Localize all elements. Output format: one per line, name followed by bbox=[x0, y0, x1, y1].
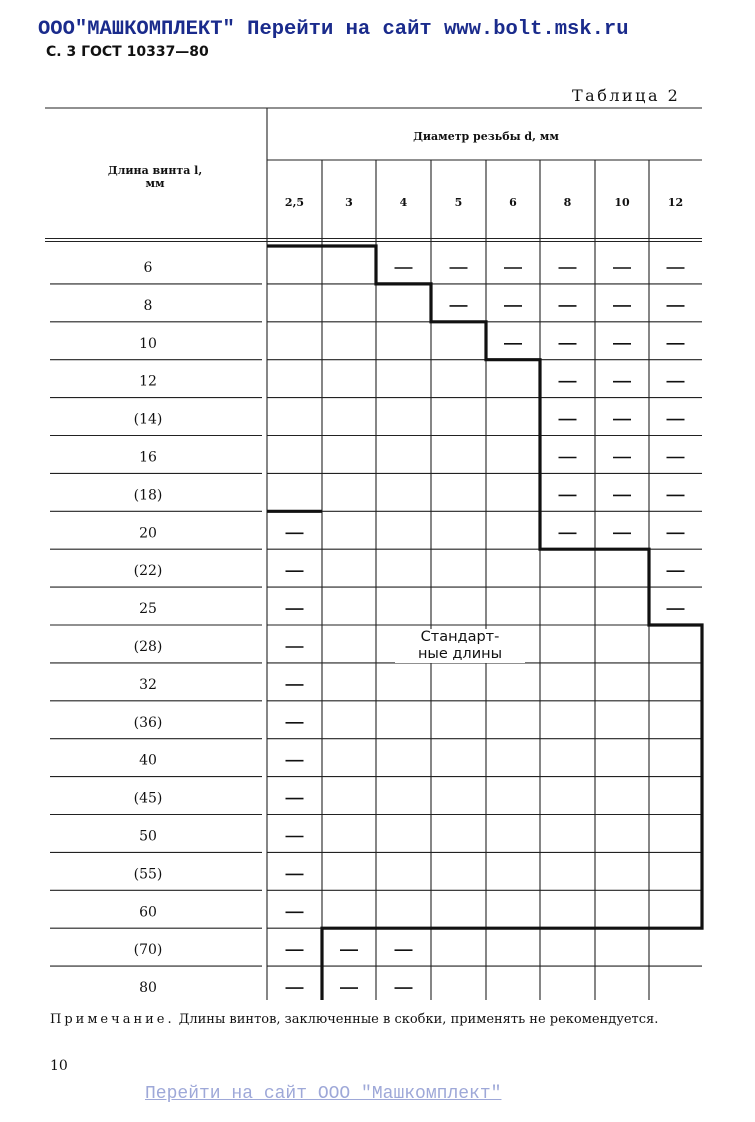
length-12: (36) bbox=[133, 714, 163, 731]
length-1: 8 bbox=[143, 297, 153, 314]
length-8: (22) bbox=[133, 563, 163, 580]
length-6: (18) bbox=[133, 487, 163, 504]
length-5: 16 bbox=[139, 449, 157, 466]
diameter-6: 10 bbox=[614, 196, 630, 209]
footer-site-link[interactable]: Перейти на сайт ООО "Машкомплект" bbox=[145, 1084, 502, 1104]
banner-url: www.bolt.msk.ru bbox=[444, 18, 629, 41]
row-header: Длина винта l, bbox=[107, 164, 203, 177]
length-18: (70) bbox=[133, 942, 163, 959]
length-4: (14) bbox=[133, 411, 163, 428]
table-note bbox=[50, 1012, 710, 1028]
table-label: Таблица 2 bbox=[572, 86, 681, 105]
length-2: 10 bbox=[139, 335, 157, 352]
length-14: (45) bbox=[133, 790, 163, 807]
column-group-header: Диаметр резьбы d, мм bbox=[413, 130, 559, 143]
length-13: 40 bbox=[139, 752, 157, 769]
standard-label-line1: Стандарт- bbox=[420, 629, 500, 645]
row-header-unit: мм bbox=[145, 177, 165, 190]
length-3: 12 bbox=[139, 373, 157, 390]
length-7: 20 bbox=[139, 525, 157, 542]
note-text: Длины винтов, заключенные в скобки, применять не рекомендуется. bbox=[178, 1012, 659, 1027]
diameter-5: 8 bbox=[563, 196, 572, 209]
page-number: 10 bbox=[50, 1058, 68, 1074]
diameter-7: 12 bbox=[667, 196, 684, 209]
length-15: 50 bbox=[139, 828, 157, 845]
length-9: 25 bbox=[139, 601, 157, 618]
standard-boundary-upper bbox=[267, 246, 702, 1000]
diameter-1: 3 bbox=[345, 196, 353, 209]
length-0: 6 bbox=[143, 260, 153, 276]
banner-company: ООО"МАШКОМПЛЕКТ" bbox=[38, 18, 235, 41]
diameter-2: 4 bbox=[399, 196, 408, 209]
length-19: 80 bbox=[139, 980, 157, 997]
standard-lengths-label bbox=[395, 629, 525, 663]
banner-cta: Перейти на сайт bbox=[247, 18, 432, 41]
diameter-3: 5 bbox=[454, 196, 463, 209]
note-lead: Примечание. bbox=[50, 1012, 175, 1027]
length-16: (55) bbox=[133, 866, 163, 883]
document-header: С. 3 ГОСТ 10337—80 bbox=[46, 44, 209, 60]
length-11: 32 bbox=[139, 676, 157, 693]
length-17: 60 bbox=[139, 904, 157, 921]
length-10: (28) bbox=[133, 639, 163, 655]
diameter-0: 2,5 bbox=[284, 196, 305, 209]
diameter-4: 6 bbox=[509, 196, 517, 209]
standard-label-line2: ные длины bbox=[417, 646, 503, 662]
